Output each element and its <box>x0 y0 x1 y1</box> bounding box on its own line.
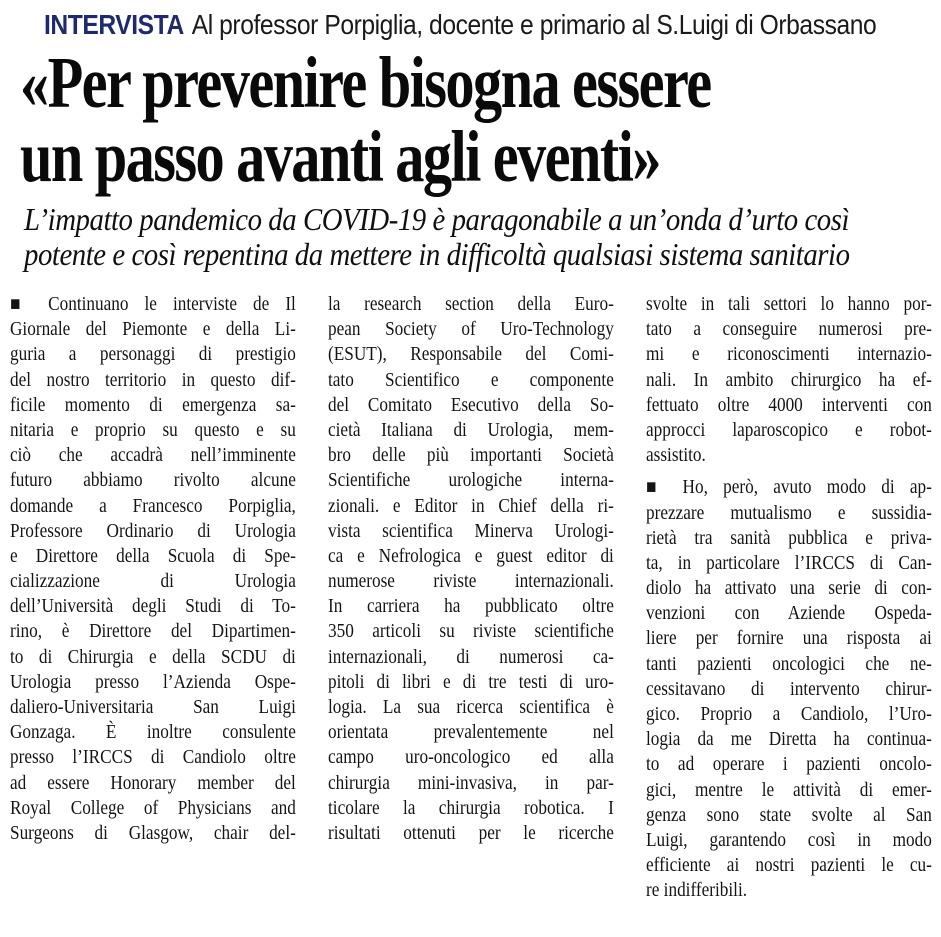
body-line: e Direttore della Scuola di Spe- <box>10 544 296 567</box>
body-line: gico. Proprio a Candiolo, l’Uro- <box>646 703 932 725</box>
body-line: tanti pazienti oncologici che ne- <box>646 652 932 675</box>
article-column-2 <box>328 292 614 846</box>
body-line: ficile momento di emergenza sa- <box>10 393 296 416</box>
paragraph <box>646 475 932 903</box>
body-line: ca e Nefrologica e guest editor di <box>328 544 614 567</box>
body-line: ciò che accadrà nell’imminente <box>10 444 296 467</box>
paragraph <box>328 292 614 846</box>
body-line: numerose riviste internazionali. <box>328 570 614 593</box>
subhead <box>24 202 849 272</box>
subhead-line-1: L’impatto pandemico da COVID-19 è paragonabile a un’onda d’urto così <box>24 201 850 237</box>
body-line: Giornale del Piemonte e della Li- <box>10 318 296 341</box>
body-line: liere per fornire una risposta ai <box>646 627 932 650</box>
body-line: gici, mentre le attività di emer- <box>646 778 932 801</box>
body-line: nali. In ambito chirurgico ha ef- <box>646 368 932 391</box>
kicker-tag: INTERVISTA <box>44 9 184 40</box>
body-line: presso l’IRCCS di Candiolo oltre <box>10 746 296 769</box>
body-line: orientata prevalentemente nel <box>328 721 614 744</box>
body-line: chirurgia mini-invasiva, in par- <box>328 771 614 794</box>
body-line: tato Scientifico e componente <box>328 368 614 391</box>
body-line: tato a conseguire numerosi pre- <box>646 318 932 341</box>
body-line: genza sono state svolte al San <box>646 803 932 826</box>
article-column-1 <box>10 292 296 846</box>
body-line: rietà tra sanità pubblica e priva- <box>646 526 932 549</box>
body-line: cializzazione di Urologia <box>10 570 296 593</box>
body-line: dell’Università degli Studi di To- <box>10 595 296 618</box>
headline <box>20 42 757 197</box>
body-line: vista scientifica Minerva Urologi- <box>328 519 614 542</box>
body-line: prezzare mutualismo e sussidia- <box>646 501 932 524</box>
body-line: to di Chirurgia e della SCDU di <box>10 645 296 668</box>
body-line: bro delle più importanti Società <box>328 444 614 467</box>
body-line: ta, in particolare l’IRCCS di Can- <box>646 551 932 574</box>
body-line: del Comitato Esecutivo della So- <box>328 393 614 416</box>
body-line: In carriera ha pubblicato oltre <box>328 595 614 618</box>
body-line: guria a personaggi di prestigio <box>10 343 296 366</box>
body-line: (ESUT), Responsabile del Comi- <box>328 343 614 366</box>
headline-line-1: «Per prevenire bisogna essere <box>20 42 711 123</box>
body-line: ■ Continuano le interviste de Il <box>10 293 296 315</box>
body-line: ■ Ho, però, avuto modo di ap- <box>646 476 932 499</box>
body-line: pean Society of Uro-Technology <box>328 318 614 341</box>
article-column-3 <box>646 292 932 904</box>
body-line: diolo ha attivato una serie di con- <box>646 577 932 600</box>
body-line: del nostro territorio in questo dif- <box>10 368 296 391</box>
body-line: daliero-Universitaria San Luigi <box>10 696 296 718</box>
article-body <box>0 292 941 932</box>
body-line: ticolare la chirurgia robotica. I <box>328 796 614 819</box>
body-line: re indifferibili. <box>646 879 748 902</box>
body-line: risultati ottenuti per le ricerche <box>328 821 614 844</box>
body-line: Urologia presso l’Azienda Ospe- <box>10 670 296 693</box>
body-line: cietà Italiana di Urologia, mem- <box>328 418 614 441</box>
body-line: Scientifiche urologiche interna- <box>328 469 614 492</box>
body-line: zionali. e Editor in Chief della ri- <box>328 494 614 517</box>
body-line: nitaria e proprio su questo e su <box>10 418 296 441</box>
body-line: Royal College of Physicians and <box>10 796 296 819</box>
body-line: domande a Francesco Porpiglia, <box>10 494 296 517</box>
body-line: Surgeons di Glasgow, chair del- <box>10 821 296 844</box>
body-line: assistito. <box>646 444 706 467</box>
body-line: logia da me Diretta ha continua- <box>646 728 932 751</box>
body-line: cessitavano di intervento chirur- <box>646 677 932 700</box>
body-line: futuro abbiamo rivolto alcune <box>10 469 296 492</box>
body-line: to ad operare i pazienti oncolo- <box>646 753 932 776</box>
body-line: Luigi, garantendo così in modo <box>646 828 932 851</box>
body-line: mi e riconoscimenti internazio- <box>646 343 932 366</box>
paragraph <box>10 292 296 846</box>
body-line: approcci laparoscopico e robot- <box>646 418 932 441</box>
body-line: Professore Ordinario di Urologia <box>10 519 296 542</box>
body-line: efficiente ai nostri pazienti le cu- <box>646 854 932 877</box>
kicker <box>44 8 877 42</box>
body-line: 350 articoli su riviste scientifiche <box>328 620 614 643</box>
body-line: ad essere Honorary member del <box>10 771 296 794</box>
body-line: fettuato oltre 4000 interventi con <box>646 393 932 416</box>
subhead-line-2: potente e così repentina da mettere in difficoltà qualsiasi sistema sanitario <box>24 236 850 272</box>
kicker-text: Al professor Porpiglia, docente e primario al S.Luigi di Orbassano <box>191 9 877 40</box>
paragraph <box>646 292 932 468</box>
body-line: venzioni con Aziende Ospeda- <box>646 602 932 625</box>
body-line: internazionali, di numerosi ca- <box>328 645 614 668</box>
body-line: campo uro-oncologico ed alla <box>328 746 614 769</box>
body-line: logia. La sua ricerca scientifica è <box>328 696 614 718</box>
body-line: pitoli di libri e di tre testi di uro- <box>328 670 614 693</box>
body-line: Gonzaga. È inoltre consulente <box>10 721 296 744</box>
body-line: la research section della Euro- <box>328 293 614 315</box>
body-line: rino, è Direttore del Dipartimen- <box>10 620 296 643</box>
body-line: svolte in tali settori lo hanno por- <box>646 293 932 315</box>
headline-line-2: un passo avanti agli eventi» <box>20 116 660 197</box>
